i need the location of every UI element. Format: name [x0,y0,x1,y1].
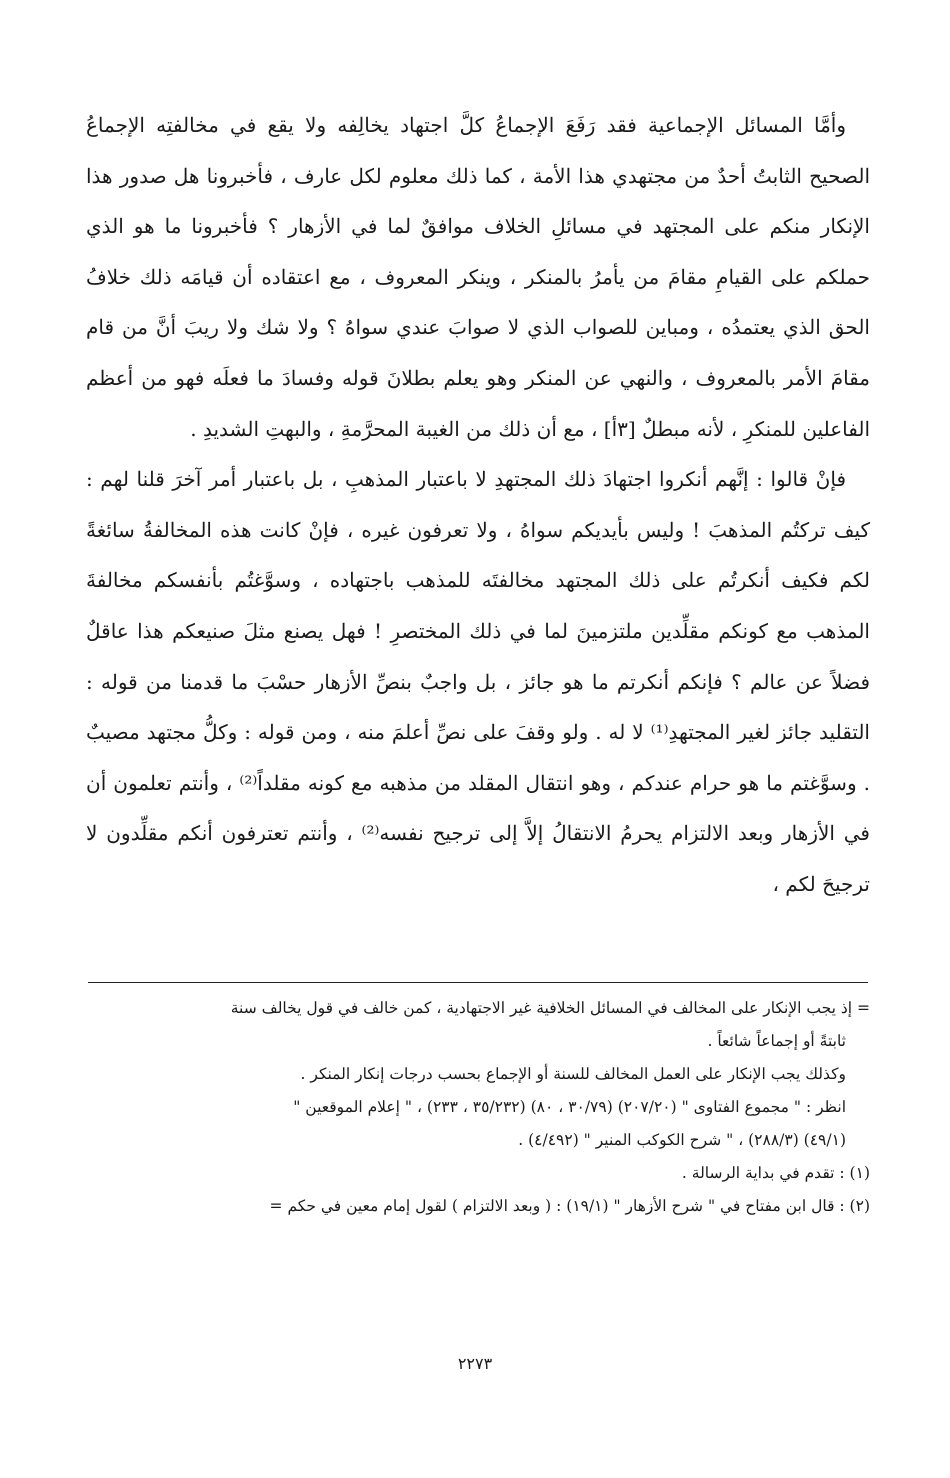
footnote-reference-line: (٤٩/١) (٢٨٨/٣) ، " شرح الكوكب المنير " (٤/٤٩٢) . [518,1131,846,1149]
main-text-body [86,100,870,910]
paragraph-1: وأمَّا المسائل الإجماعية فقد رَفَعَ الإجماعُ كلَّ اجتهاد يخالِفه ولا يقع في مخالفتِه الإجماعُ الصحيح الثابتُ أحدٌ من مجتهدي هذا الأمة ، كما ذلك معلوم لكل عارف ، فأخبرونا هل صدور هذا الإنكار منكم على المجتهد في مسائلِ الخلاف موافقٌ لما في الأزهار ؟ فأخبرونا ما هو الذي حملكم على القيامِ مقامَ من يأمرُ بالمنكر ، وينكر المعروف ، مع اعتقاده أن قيامَه ذلك خلافُ الحق الذي يعتمدُه ، ومباين للصواب الذي لا صوابَ عندي سواهُ ؟ ولا شك ولا ريبَ أنَّ من قام مقامَ الأمر بالمعروف ، والنهي عن المنكر وهو يعلم بطلانَ قوله وفسادَ ما فعلَه فهو من أعظم الفاعلين للمنكرِ ، لأنه مبطلٌ [٣أ] ، مع أن ذلك من الغيبة المحرَّمةِ ، والبهتِ الشديدِ . [86,113,870,441]
footnote-1: (١) : تقدم في بداية الرسالة . [681,1164,870,1182]
footnote-2: (٢) : قال ابن مفتاح في " شرح الأزهار " (١٩/١) : ( وبعد الالتزام ) لقول إمام معين في حكم = [269,1197,870,1215]
footnotes-section [86,992,870,1223]
footnote-continuation-line: = إذ يجب الإنكار على المخالف في المسائل الخلافية غير الاجتهادية ، كمن خالف في قول يخالف سنة [230,999,870,1017]
footnote-note-line: وكذلك يجب الإنكار على العمل المخالف للسنة أو الإجماع بحسب درجات إنكار المنكر . [300,1065,846,1083]
footnote-continuation-line: ثابتةً أو إجماعاً شائعاً . [707,1032,846,1050]
paragraph-2: فإنْ قالوا : إنَّهم أنكروا اجتهادَ ذلك المجتهدِ لا باعتبار المذهبِ ، بل باعتبار أمر آخرَ قلنا لهم : كيف تركتُم المذهبَ ! وليس بأيديكم سواهُ ، ولا تعرفون غيره ، فإنْ كانت هذه المخالفةُ سائغةً لكم فكيف أنكرتُم على ذلك المجتهد مخالفتَه للمذهب باجتهاده ، وسوَّغتُم بأنفسكم مخالفةَ المذهب مع كونكم مقلِّدين ملتزمينَ لما في ذلك المختصرِ ! فهل يصنع مثلَ صنيعكم هذا عاقلٌ فضلاً عن عالم ؟ فإنكم أنكرتم ما هو جائز ، بل واجبٌ بنصِّ الأزهار حسْبَ ما قدمنا من قوله : التقليد جائز لغير المجتهدِ⁽¹⁾ لا له . ولو وقفَ على نصِّ أعلمَ منه ، ومن قوله : وكلُّ مجتهد مصيبٌ . وسوَّغتم ما هو حرام عندكم ، وهو انتقال المقلد من مذهبه مع كونه مقلداً⁽²⁾ ، وأنتم تعلمون أن في الأزهار وبعد الالتزام يحرمُ الانتقالُ إلاَّ إلى ترجيح نفسه⁽²⁾ ، وأنتم تعترفون أنكم مقلِّدون لا ترجيحَ لكم ، [86,467,871,896]
page-number: ٢٢٧٣ [457,1354,493,1373]
footnote-reference-line: انظر : " مجموع الفتاوى " (٢٠٧/٢٠) (٣٠/٧٩ ، ٨٠) (٣٥/٢٣٢ ، ٢٣٣) ، " إعلام الموقعين " [293,1098,846,1116]
footnote-divider [88,982,868,983]
